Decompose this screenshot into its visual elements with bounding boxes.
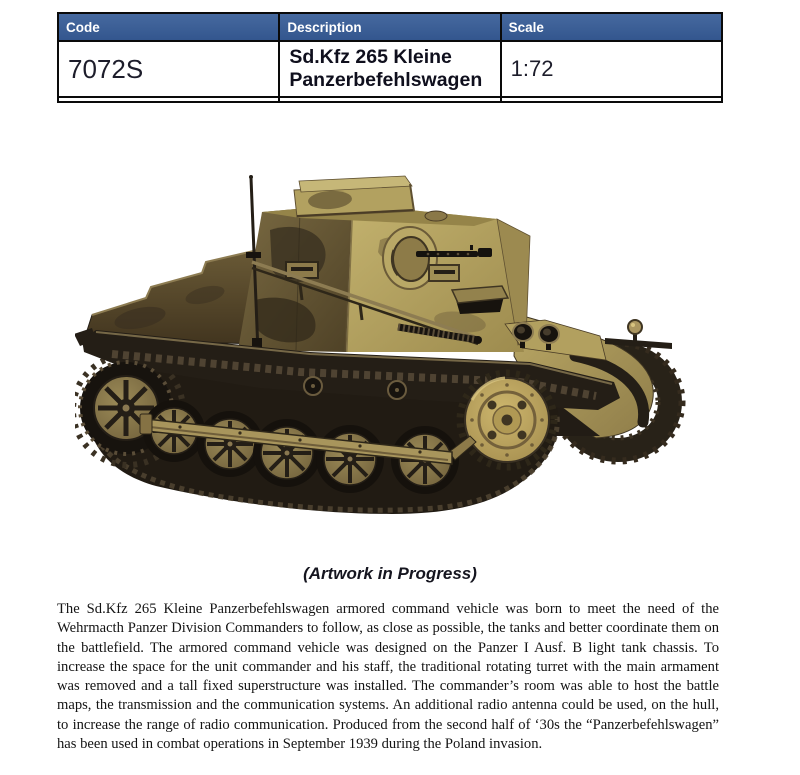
column-header-code: Code (58, 13, 279, 41)
road-wheel (197, 411, 263, 477)
road-wheel (316, 425, 384, 493)
table-row (58, 41, 722, 97)
artwork-caption: (Artwork in Progress) (303, 564, 477, 583)
gun-muzzle (478, 248, 492, 257)
tank-illustration (75, 168, 695, 518)
product-description-line2: Panzerbefehlswagen (289, 69, 483, 91)
product-scale: 1:72 (501, 41, 722, 97)
product-description-line1: Sd.Kfz 265 Kleine (289, 45, 452, 68)
product-description (279, 41, 500, 97)
product-code: 7072S (58, 41, 279, 97)
tank-artwork-svg (75, 168, 695, 518)
description-paragraph: The Sd.Kfz 265 Kleine Panzerbefehlswagen armored command vehicle was born to meet the need of the Wehrmacth Panzer Division Commanders to follow, as close as possible, the tanks and better coordinate them on the battlefield. The armored command vehicle was designed on the Panzer I Ausf. B light tank chassis. To increase the space for the unit commander and his staff, the traditional rotating turret with the main armament was removed and a tall fixed superstructure was installed. The commander’s room was able to host the battle maps, the transmission and the communication systems. An additional radio antenna could be used, on the hull, to increase the range of radio communication. Produced from the second half of ‘30s the “Panzerbefehlswagen” has been used in combat operations in September 1939 during the Poland invasion. (57, 601, 719, 753)
cropped-next-row (58, 97, 722, 102)
road-wheel (253, 419, 321, 487)
column-header-description: Description (279, 13, 500, 41)
column-header-scale: Scale (501, 13, 722, 41)
product-table (57, 12, 723, 103)
table-header-row (58, 13, 722, 41)
roof-hatch (425, 211, 447, 221)
rear-marker (605, 320, 672, 349)
